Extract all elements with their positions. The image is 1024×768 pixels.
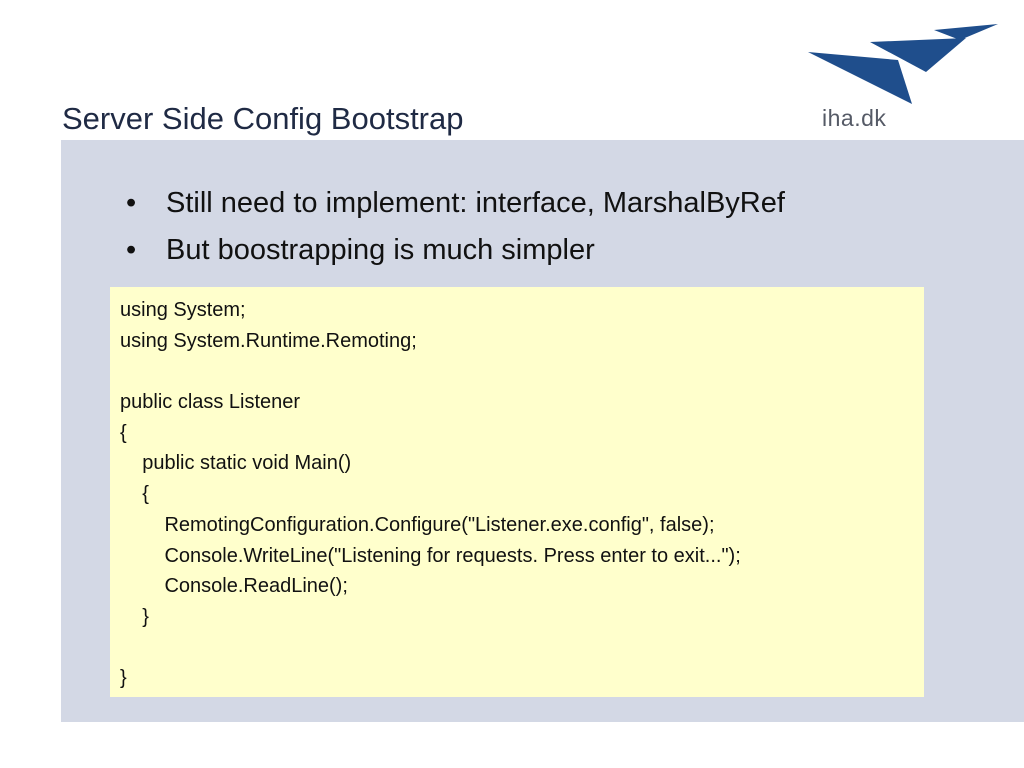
code-line: public class Listener bbox=[120, 391, 301, 414]
code-line bbox=[120, 356, 914, 387]
code-line: RemotingConfiguration.Configure("Listener.exe.config", false); bbox=[120, 513, 715, 536]
bullet-text: But boostrapping is much simpler bbox=[166, 234, 595, 266]
logo-text: iha.dk bbox=[822, 105, 887, 131]
code-line: { bbox=[120, 483, 149, 506]
code-line: public static void Main() bbox=[120, 452, 352, 475]
bullet-marker: • bbox=[126, 234, 137, 266]
code-line: } bbox=[120, 605, 149, 628]
code-line: using System; bbox=[120, 299, 246, 321]
bullet-item bbox=[126, 233, 785, 267]
code-line: Console.ReadLine(); bbox=[120, 575, 348, 598]
bullet-text: Still need to implement: interface, MarshalByRef bbox=[166, 187, 785, 219]
slide-title: Server Side Config Bootstrap bbox=[62, 101, 464, 136]
code-line: using System.Runtime.Remoting; bbox=[120, 329, 417, 352]
logo-wing-small bbox=[934, 24, 998, 40]
bullet-list bbox=[126, 186, 785, 280]
bullet-marker: • bbox=[126, 187, 137, 219]
code-line: { bbox=[120, 421, 127, 444]
bullet-item bbox=[126, 186, 785, 220]
code-line bbox=[120, 633, 914, 664]
logo-wing-large bbox=[808, 52, 912, 104]
code-line: } bbox=[120, 667, 127, 690]
code-line: Console.WriteLine("Listening for requests. Press enter to exit..."); bbox=[120, 544, 741, 567]
code-block bbox=[110, 287, 924, 697]
